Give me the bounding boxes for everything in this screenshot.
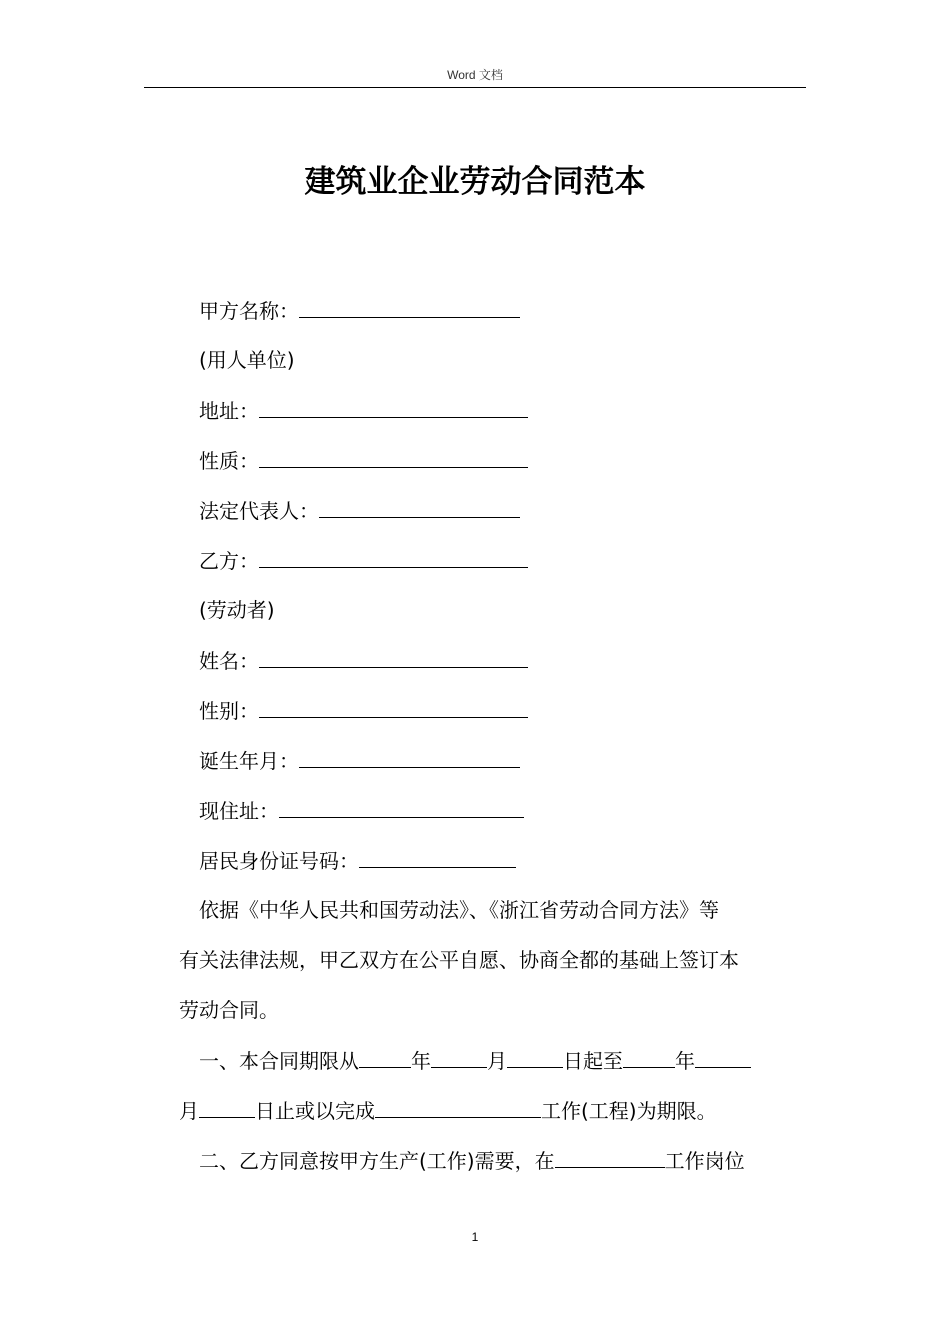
blank-legal-rep[interactable] <box>319 497 520 518</box>
blank-gender[interactable] <box>259 697 528 718</box>
clause-2-text-b: 工作岗位 <box>664 1149 745 1173</box>
blank-end-month-a[interactable] <box>695 1047 751 1068</box>
label-id-number: 居民身份证号码： <box>199 849 359 873</box>
page-header: Word 文档 <box>447 68 503 82</box>
blank-end-year[interactable] <box>623 1047 675 1068</box>
page-number: 1 <box>471 1230 479 1244</box>
clause-2-line-1 <box>199 1147 745 1174</box>
blank-address[interactable] <box>259 397 528 418</box>
header-rule <box>144 87 806 88</box>
label-birth: 诞生年月： <box>199 749 299 773</box>
label-party-b-role: (劳动者) <box>199 598 275 622</box>
field-id-number <box>199 847 516 874</box>
clause-1-text-e: 年 <box>675 1049 695 1073</box>
field-residence <box>199 797 524 824</box>
blank-start-day[interactable] <box>507 1047 563 1068</box>
blank-end-day[interactable] <box>199 1097 255 1118</box>
clause-1-line-2 <box>179 1097 717 1124</box>
field-party-b <box>199 547 528 574</box>
field-party-a-name <box>199 297 520 324</box>
field-name <box>199 647 528 674</box>
label-party-a-unit: (用人单位) <box>199 348 295 372</box>
label-name: 姓名： <box>199 649 259 673</box>
blank-nature[interactable] <box>259 447 528 468</box>
label-party-b: 乙方： <box>199 549 259 573</box>
field-party-b-role <box>199 597 275 623</box>
field-party-a-unit <box>199 347 295 373</box>
blank-party-a-name[interactable] <box>299 297 520 318</box>
clause-1-text-d: 日起至 <box>563 1049 623 1073</box>
label-residence: 现住址： <box>199 799 279 823</box>
blank-id-number[interactable] <box>359 847 516 868</box>
intro-line-3: 劳动合同。 <box>179 998 279 1022</box>
field-nature <box>199 447 528 474</box>
intro-line-2: 有关法律法规，甲乙双方在公平自愿、协商全都的基础上签订本 <box>179 948 739 972</box>
label-address: 地址： <box>199 399 259 423</box>
label-gender: 性别： <box>199 699 259 723</box>
label-party-a-name: 甲方名称： <box>199 299 299 323</box>
field-address <box>199 397 528 424</box>
blank-name[interactable] <box>259 647 528 668</box>
clause-1-text-c: 月 <box>487 1049 507 1073</box>
intro-line-1: 依据《中华人民共和国劳动法》、《浙江省劳动合同方法》等 <box>199 898 719 922</box>
blank-residence[interactable] <box>279 797 524 818</box>
field-gender <box>199 697 528 724</box>
clause-1-line-1 <box>199 1047 751 1074</box>
label-nature: 性质： <box>199 449 259 473</box>
blank-start-year[interactable] <box>359 1047 411 1068</box>
label-legal-rep: 法定代表人： <box>199 499 319 523</box>
blank-party-b[interactable] <box>259 547 528 568</box>
clause-2-text-a: 二、乙方同意按甲方生产(工作)需要，在 <box>199 1149 555 1173</box>
blank-start-month[interactable] <box>431 1047 487 1068</box>
clause-1-text-b: 年 <box>411 1049 431 1073</box>
clause-1-text-g: 日止或以完成 <box>255 1099 375 1123</box>
blank-birth[interactable] <box>299 747 520 768</box>
field-legal-rep <box>199 497 520 524</box>
clause-1-text-f: 月 <box>179 1099 199 1123</box>
blank-work-post[interactable] <box>555 1147 665 1168</box>
blank-task[interactable] <box>375 1097 541 1118</box>
field-birth <box>199 747 520 774</box>
clause-1-text-h: 工作(工程)为期限。 <box>541 1099 717 1123</box>
document-title: 建筑业企业劳动合同范本 <box>304 164 646 200</box>
clause-1-text-a: 一、本合同期限从 <box>199 1049 359 1073</box>
